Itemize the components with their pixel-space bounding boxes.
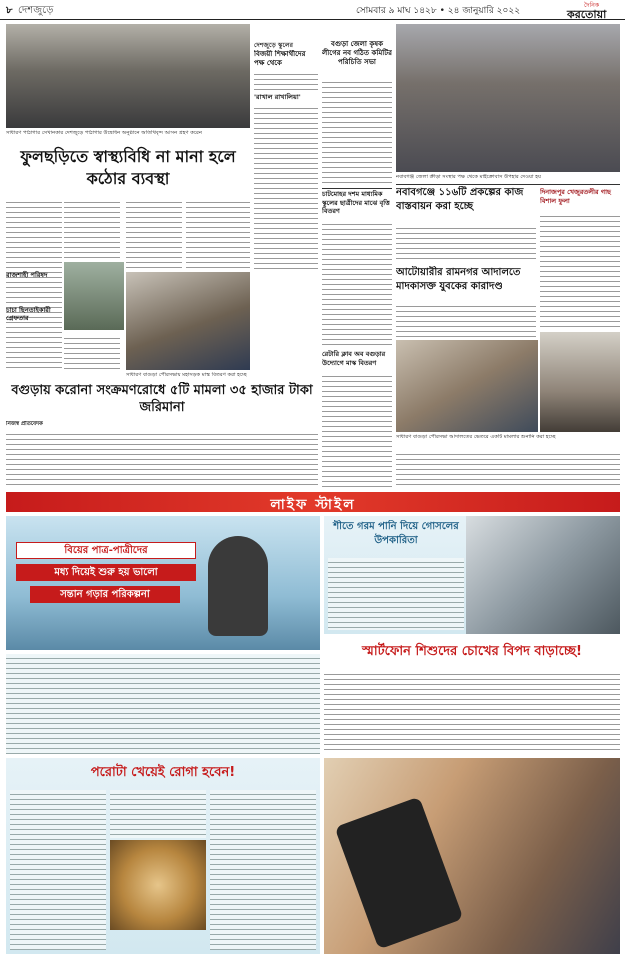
col3-body-1 [322,78,392,186]
fulchhari-body-text-5 [186,198,250,270]
fulchhari-body-text-4 [126,198,182,270]
marriage-title-line2: মধ্য দিয়েই শুরু হয় ভালো [54,567,158,578]
col2-body-2 [254,104,318,270]
scholarship-headline: চাটমোহর দশম মাধ্যমিক স্কুলের ছাত্রীদের মাঝে বৃত্তি বিতরণ [322,190,390,215]
porota-body-2 [110,790,206,838]
rotary-headline: রেটারি ক্লাব অব বগুড়ার উদ্যোগে মাস্ক বিতরণ [322,350,386,367]
nawabganj-body [396,224,536,262]
road-checkpost-photo [64,262,124,330]
nawabganj-headline: নবাবগঞ্জে ১১৬টি প্রকল্পের কাজ বাস্তবায়ন করা হচ্ছে [396,187,524,212]
page-number: ৮ [6,5,13,16]
atowari-headline: আটোয়ারীর রামনগর আদালতে মাদকাসক্ত যুবকের কারাদণ্ড [396,267,521,292]
issue-date: সোমবার ৯ মাঘ ১৪২৮ • ২৪ জানুয়ারি ২০২২ [356,6,521,16]
dinajpur-body [540,212,620,330]
rajshahi-subhead: রাজশাহী পরিষদ [6,271,48,279]
fulchhari-headline: ফুলছড়িতে স্বাস্থ্যবিধি না মানা হলে কঠোর ব্যবস্থা [20,147,236,188]
porota-photo [110,840,206,930]
porota-headline: পরোটা খেয়েই রোগা হবেন! [90,765,236,780]
motorcade-photo [396,24,620,172]
marriage-body-text [6,654,320,754]
lifestyle-banner [6,492,620,512]
col2-subhead: 'রাখাল রাখালিয়া' [254,93,301,101]
col3-body-2 [322,220,392,348]
logo-small: দৈনিক [584,2,600,9]
marriage-title-line3-box [30,586,180,603]
paper-logo: করতোয়া [567,8,607,20]
atowari-body [396,302,536,338]
smartphone-headline: স্মার্টফোন শিশুদের চোখের বিপদ বাড়াচ্ছে! [362,644,582,659]
dinajpur-headline: দিনাজপুর খেজুরতলীর গাছ বিশাল ফুলা [540,188,611,205]
bath-headline: শীতে গরম পানি দিয়ে গোসলের উপকারিতা [333,521,459,546]
court-photo [396,340,538,432]
col3-body-3 [322,372,392,488]
right-divider [396,184,620,185]
smartphone-shape [334,797,463,950]
library-opening-photo [6,24,250,128]
page-header [0,0,625,20]
krishak-league-headline: বগুড়া জেলা কৃষক লীগের নব গঠিত কমিটির পরিচিতি সভা [322,40,392,66]
porota-body-3 [210,790,316,950]
mask-photo-caption: সাধারণ বাগুড়া পৌরসভায় মহাসড়ক মাস্ক বিতরণ করা হচ্ছে [126,372,247,378]
marriage-title-line3: সন্তান গড়ার পরিকল্পনা [60,589,150,600]
family-silhouette [208,536,268,636]
arrest-subhead: চাচা ছিনতাইকারী গ্রেফতার [6,306,51,322]
lifestyle-banner-text: লাইফ স্টাইল [270,497,356,512]
corona-body-text [6,430,318,486]
marriage-title-line1-box [16,542,196,559]
court-photo-caption: সাধারণ বাগুড়া পৌরসভা আদালতের ভেতরে একটি মামলার শুনানি করা হচ্ছে [396,434,556,440]
child-phone-photo [324,758,620,954]
porota-body-1 [10,790,106,950]
fulchhari-body-text-2 [64,198,120,258]
section-label: দেশজুড়ে [18,5,54,16]
family-photo [6,516,320,650]
marriage-title-line1: বিয়ের পাত্র-পাত্রীদের [64,545,148,556]
fulchhari-body-text-3 [64,334,120,370]
col2-headline: বিজয়ী শিক্ষার্থীদের পক্ষ থেকে [254,50,306,67]
corona-byline: নিজস্ব প্রতিবেদক [6,421,43,427]
marriage-title-line2-box [16,564,196,581]
right-bottom-text [396,450,620,488]
col3-divider [322,188,392,189]
col2-body-1 [254,70,318,90]
shower-photo [466,516,620,634]
motorcade-caption: নবাবগঞ্জ জেলা ক্রীড়া সংস্থার পক্ষ থেকে মাইক্রোবাস উপহার দেওয়া হয় [396,174,542,180]
smartphone-body-text [324,670,620,754]
fulchhari-body-text [6,198,62,370]
bath-body-text [328,558,464,630]
library-photo-caption: সাধারণ পাঠাগার সেখানকার দেশজুড়ে পাঠাগার উদ্বোধন অনুষ্ঠানে অতিথিবৃন্দ আসন গ্রহণ করেন [6,130,202,136]
col2-kicker: দেশজুড়ে স্কুলের [254,42,293,49]
candidate-photo [540,332,620,432]
mask-distribution-photo [126,272,250,370]
corona-case-headline: বগুড়ায় করোনা সংক্রমণরোধে ৫টি মামলা ৩৫ হাজার টাকা জরিমানা [11,383,313,415]
